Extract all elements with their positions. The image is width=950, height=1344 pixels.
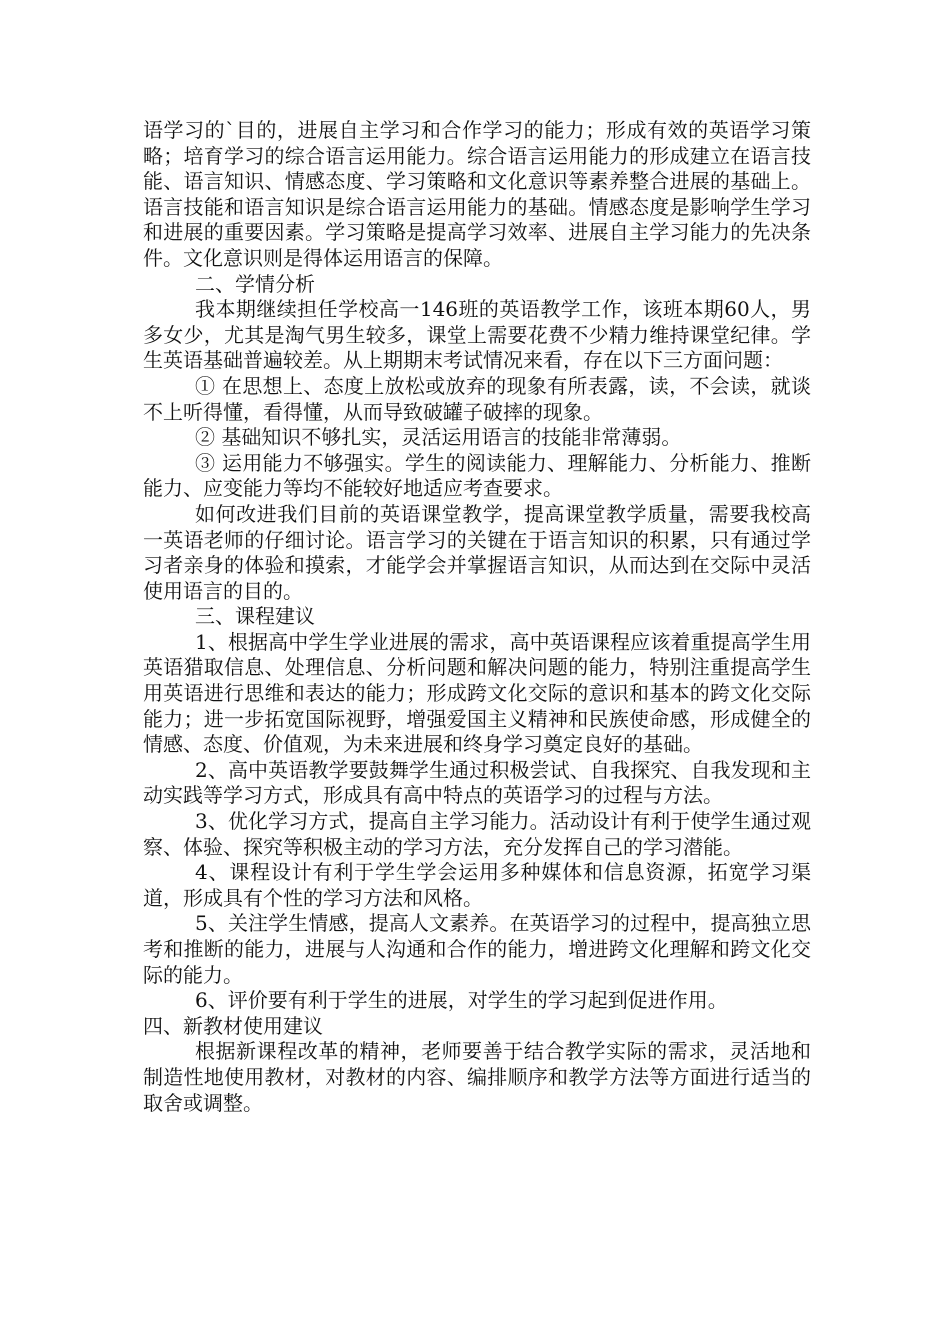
- list-item-suggestion-4: 4、课程设计有利于学生学会运用多种媒体和信息资源，拓宽学习渠道，形成具有个性的学习方法和风格。: [143, 860, 811, 910]
- list-item-suggestion-2: 2、高中英语教学要鼓舞学生通过积极尝试、自我探究、自我发现和主动实践等学习方式，形成具有高中特点的英语学习的过程与方法。: [143, 757, 811, 808]
- list-item-problem-3: ③ 运用能力不够强实。学生的阅读能力、理解能力、分析能力、推断能力、应变能力等均不能较好地适应考查要求。: [143, 450, 811, 501]
- paragraph-textbook-usage: 根据新课程改革的精神，老师要善于结合教学实际的需求，灵活地和制造性地使用教材，对教材的内容、编排顺序和教学方法等方面进行适当的取舍或调整。: [143, 1039, 811, 1115]
- section-heading-learning-analysis: 二、学情分析: [195, 271, 315, 296]
- section-heading-course-suggestions: 三、课程建议: [195, 604, 315, 629]
- list-item-problem-2: ② 基础知识不够扎实，灵活运用语言的技能非常薄弱。: [195, 425, 682, 450]
- section-heading-new-textbook: 四、新教材使用建议: [143, 1013, 323, 1038]
- paragraph-improvement: 如何改进我们目前的英语课堂教学，提高课堂教学质量，需要我校高一英语老师的仔细讨论。语言学习的关键在于语言知识的积累，只有通过学习者亲身的体验和摸索，才能学会并掌握语言知识，从而达到在交际中灵活使用语言的目的。: [143, 501, 811, 603]
- list-item-suggestion-5: 5、关注学生情感，提高人文素养。在英语学习的过程中，提高独立思考和推断的能力，进展与人沟通和合作的能力，增进跨文化理解和跨文化交际的能力。: [143, 911, 811, 987]
- paragraph-class-overview: 我本期继续担任学校高一146班的英语教学工作，该班本期60人，男多女少，尤其是淘气男生较多，课堂上需要花费不少精力维持课堂纪律。学生英语基础普遍较差。从上期期末考试情况来看，存在以下三方面问题：: [143, 297, 811, 373]
- list-item-suggestion-3: 3、优化学习方式，提高自主学习能力。活动设计有利于使学生通过观察、体验、探究等积极主动的学习方法，充分发挥自己的学习潜能。: [143, 809, 811, 859]
- paragraph-intro-continuation: 语学习的`目的，进展自主学习和合作学习的能力；形成有效的英语学习策略；培育学习的综合语言运用能力。综合语言运用能力的形成建立在语言技能、语言知识、情感态度、学习策略和文化意识等素养整合进展的基础上。语言技能和语言知识是综合语言运用能力的基础。情感态度是影响学生学习和进展的重要因素。学习策略是提高学习效率、进展自主学习能力的先决条件。文化意识则是得体运用语言的保障。: [143, 118, 811, 270]
- list-item-suggestion-6: 6、评价要有利于学生的进展，对学生的学习起到促进作用。: [195, 988, 728, 1013]
- list-item-problem-1: ① 在思想上、态度上放松或放弃的现象有所表露，读，不会读，就谈不上听得懂，看得懂，从而导致破罐子破摔的现象。: [143, 373, 811, 424]
- list-item-suggestion-1: 1、根据高中学生学业进展的需求，高中英语课程应该着重提高学生用英语猎取信息、处理信息、分析问题和解决问题的能力，特别注重提高学生用英语进行思维和表达的能力；形成跨文化交际的意识和基本的跨文化交际能力；进一步拓宽国际视野，增强爱国主义精神和民族使命感，形成健全的情感、态度、价值观，为未来进展和终身学习奠定良好的基础。: [143, 629, 811, 757]
- document-body: [143, 118, 811, 1116]
